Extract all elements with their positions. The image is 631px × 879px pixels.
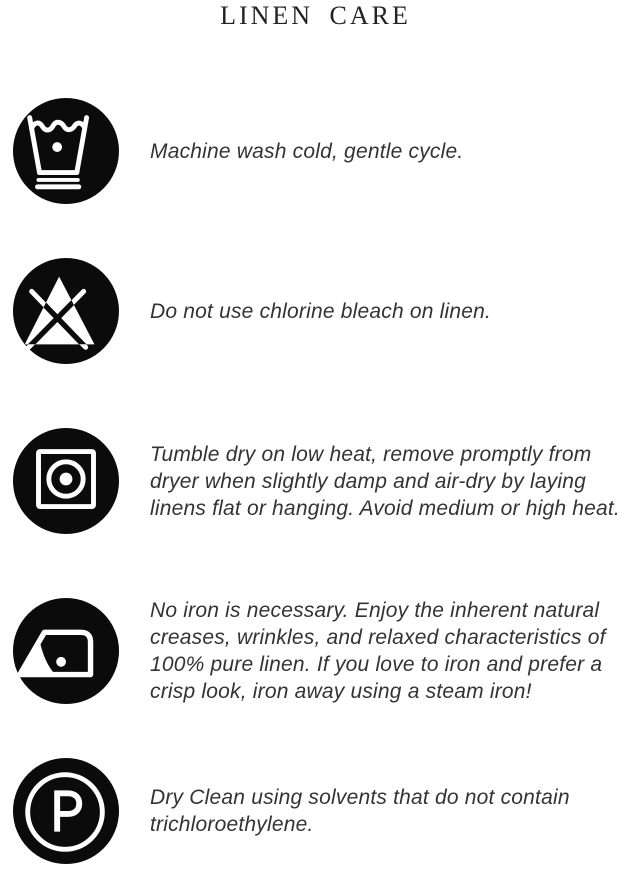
care-instruction-text: No iron is necessary. Enjoy the inherent natural creases, wrinkles, and relaxed characteristics of 100% pure linen. If you love to iron and prefer a crisp look, iron away using a steam iron!: [150, 599, 606, 703]
do-not-bleach-icon-svg: [12, 257, 120, 365]
care-instruction-text: Tumble dry on low heat, remove promptly from dryer when slightly damp and air-dry by laying linens flat or hanging. Avoid medium or high heat.: [150, 442, 620, 520]
care-item-tumble-dry: [12, 427, 631, 535]
care-item-iron: [12, 597, 631, 705]
machine-wash-icon: [12, 97, 120, 205]
iron-icon-svg: [12, 597, 120, 705]
care-instruction-text: Machine wash cold, gentle cycle.: [150, 139, 464, 163]
care-item-dry-clean: [12, 757, 631, 865]
care-instruction-text: Dry Clean using solvents that do not contain trichloroethylene.: [150, 786, 570, 836]
dry-clean-icon: [12, 757, 120, 865]
iron-icon: [12, 597, 120, 705]
care-item-do-not-bleach: [12, 257, 631, 365]
page-title: LINEN CARE: [220, 1, 411, 30]
machine-wash-icon-svg: [12, 97, 120, 205]
tumble-dry-icon-svg: [12, 427, 120, 535]
do-not-bleach-icon: [12, 257, 120, 365]
tumble-dry-icon: [12, 427, 120, 535]
care-instruction-text: Do not use chlorine bleach on linen.: [150, 299, 492, 323]
dry-clean-icon-svg: [12, 757, 120, 865]
care-item-machine-wash: [12, 97, 631, 205]
